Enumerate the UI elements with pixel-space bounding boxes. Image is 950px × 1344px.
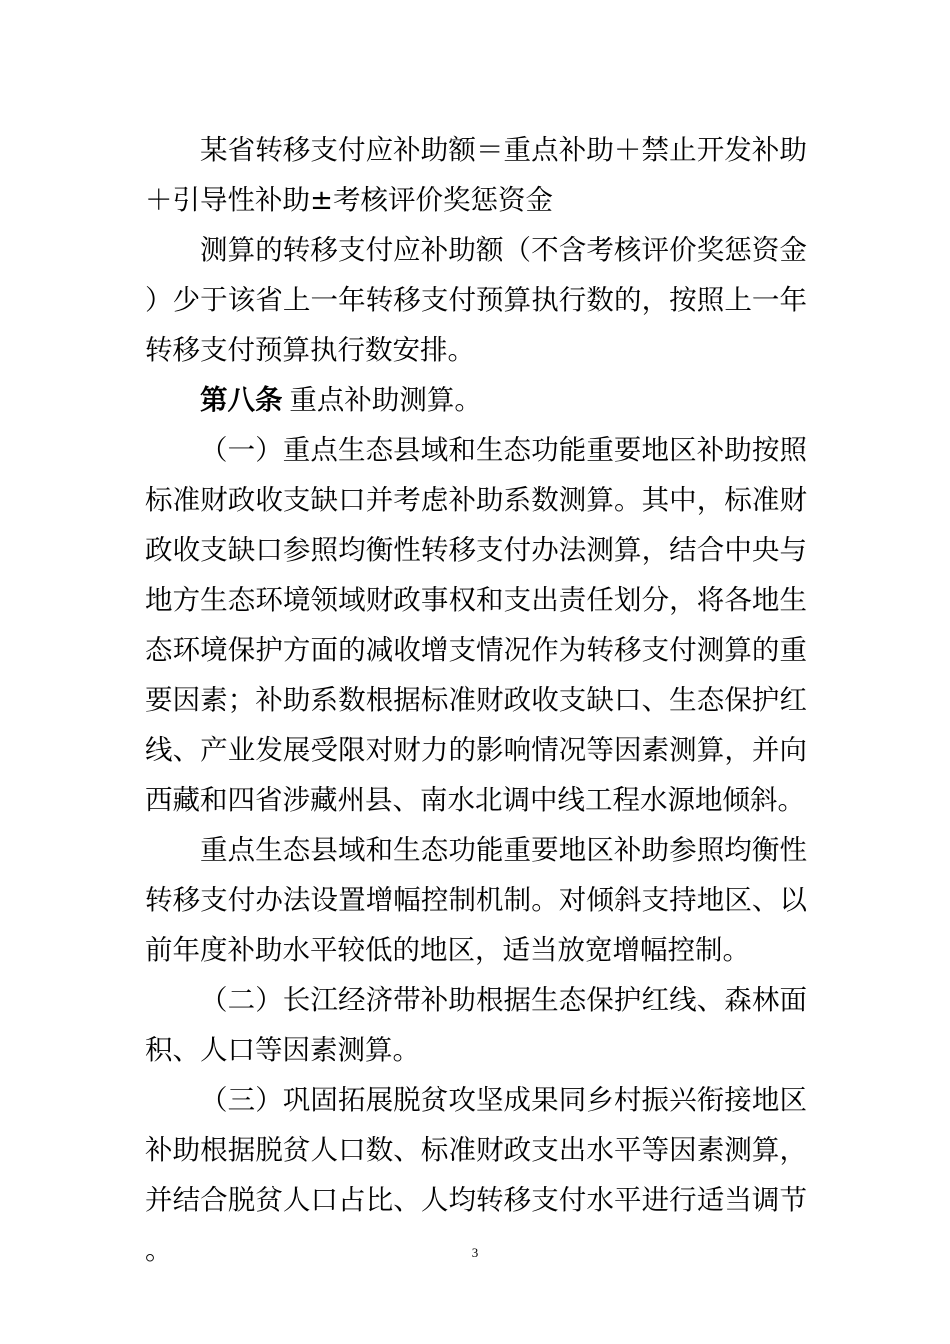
clause-1-paragraph: （一）重点生态县域和生态功能重要地区补助按照标准财政收支缺口并考虑补助系数测算。其中，标准财政收支缺口参照均衡性转移支付办法测算，结合中央与地方生态环境领域财政事权和支出责任划分，将各地生态环境保护方面的减收增支情况作为转移支付测算的重要因素；补助系数根据标准财政收支缺口、生态保护红线、产业发展受限对财力的影响情况等因素测算，并向西藏和四省涉藏州县、南水北调中线工程水源地倾斜。 xyxy=(145,434,807,816)
article-8-heading xyxy=(145,375,807,425)
clause-3-paragraph: （三）巩固拓展脱贫攻坚成果同乡村振兴衔接地区补助根据脱贫人口数、标准财政支出水平等因素测算，并结合脱贫人口占比、人均转移支付水平进行适当调节。 xyxy=(145,1084,807,1266)
body-text xyxy=(145,125,807,1275)
article-8-title: 第八条 xyxy=(200,384,283,416)
growth-control-paragraph: 重点生态县域和生态功能重要地区补助参照均衡性转移支付办法设置增幅控制机制。对倾斜支持地区、以前年度补助水平较低的地区，适当放宽增幅控制。 xyxy=(145,834,807,966)
article-8-subject: 重点补助测算。 xyxy=(289,384,482,416)
budget-rule-paragraph: 测算的转移支付应补助额（不含考核评价奖惩资金）少于该省上一年转移支付预算执行数的，按照上一年转移支付预算执行数安排。 xyxy=(145,234,807,366)
page-number: 3 xyxy=(471,1245,479,1260)
clause-2-paragraph: （二）长江经济带补助根据生态保护红线、森林面积、人口等因素测算。 xyxy=(145,984,807,1066)
formula-paragraph: 某省转移支付应补助额＝重点补助＋禁止开发补助＋引导性补助±考核评价奖惩资金 xyxy=(145,134,807,216)
